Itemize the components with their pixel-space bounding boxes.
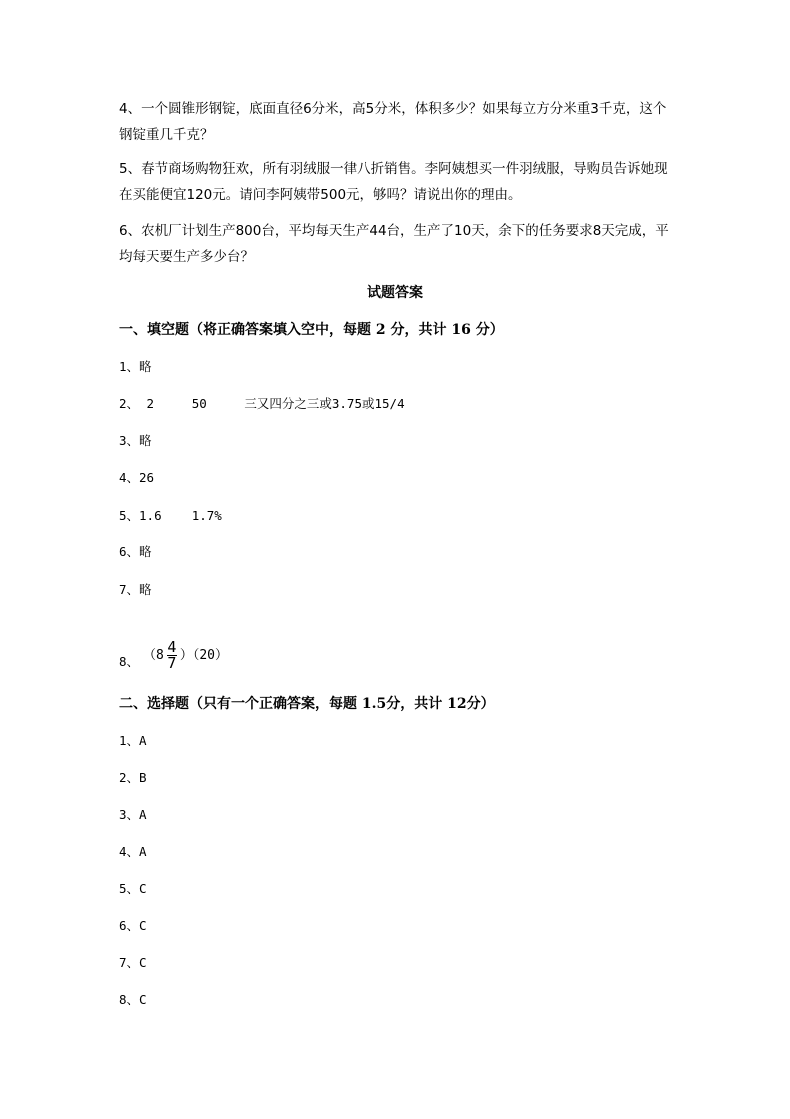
s1-answer-5: 5、1.6 1.7% bbox=[119, 508, 222, 523]
s1-answer-7: 7、略 bbox=[119, 582, 152, 597]
section2-heading: 二、选择题（只有一个正确答案，每题 1.5分，共计 12分） bbox=[119, 696, 495, 712]
section1-heading: 一、填空题（将正确答案填入空中，每题 2 分，共计 16 分） bbox=[119, 322, 504, 338]
s2-answer-3: 3、A bbox=[119, 807, 147, 822]
s1-answer-2: 2、 2 50 三又四分之三或3.75或15/4 bbox=[119, 396, 405, 411]
s2-answer-4: 4、A bbox=[119, 844, 147, 859]
s1-answer-8-label: 8、 bbox=[119, 654, 140, 669]
answer-title: 试题答案 bbox=[367, 285, 423, 301]
s2-answer-2: 2、B bbox=[119, 770, 147, 785]
numerator: 4 bbox=[167, 638, 177, 656]
s2-answer-5: 5、C bbox=[119, 881, 147, 896]
s2-answer-7: 7、C bbox=[119, 955, 147, 970]
fraction bbox=[167, 640, 177, 671]
question-4: 4、一个圆锥形钢锭，底面直径6分米，高5分米，体积多少？如果每立方分米重3千克，这个钢锭重几千克？ bbox=[119, 101, 667, 143]
s1-answer-4: 4、26 bbox=[119, 470, 155, 485]
question-6: 6、农机厂计划生产800台，平均每天生产44台，生产了10天，余下的任务要求8天完成，平均每天要生产多少台？ bbox=[119, 223, 669, 265]
s1-answer-1: 1、略 bbox=[119, 359, 152, 374]
paren-open: （8 bbox=[143, 648, 164, 663]
s2-answer-1: 1、A bbox=[119, 733, 147, 748]
s2-answer-6: 6、C bbox=[119, 918, 147, 933]
paren-close: ）（20） bbox=[179, 648, 228, 663]
s1-answer-3: 3、略 bbox=[119, 433, 152, 448]
denominator: 7 bbox=[167, 654, 177, 672]
question-5: 5、春节商场购物狂欢，所有羽绒服一律八折销售。李阿姨想买一件羽绒服，导购员告诉她现在买能便宜120元。请问李阿姨带500元，够吗？请说出你的理由。 bbox=[119, 161, 668, 203]
s2-answer-8: 8、C bbox=[119, 992, 147, 1007]
s1-answer-6: 6、略 bbox=[119, 544, 152, 559]
s1-answer-8-fraction bbox=[143, 640, 228, 671]
